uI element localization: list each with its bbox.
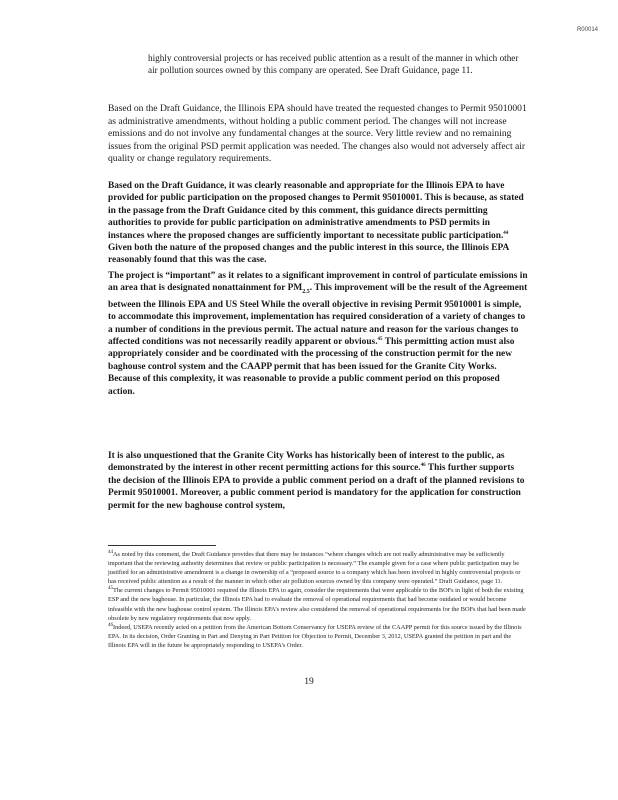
footnote-ref-45[interactable]: 45 [377,336,383,342]
footnote-number: 46 [108,622,113,628]
footnote-number: 44 [108,549,113,555]
quote-text: highly controversial projects or has received public attention as a result of the manner in which other air pollution sources owned by this company are operated. See Draft Guidance, page 11. [148,53,519,75]
block-quote [148,52,528,76]
paragraph-3-text2: . This improvement will be the result of the Agreement between the Illinois EPA and US Steel While the overall objective in revising Permit 95010001 is simple, to accommodate this improvement, implementation has required consideration of a variety of changes to a number of conditions in the previous permit. The actual nature and reason for the various changes to affected conditions was not necessarily readily apparent or obvious. [108,283,528,347]
page-number: 19 [304,677,314,687]
pm-subscript: 2.5 [302,289,310,296]
paragraph-3-text: The project is “important” as it relates to a significant improvement in control of particulate emissions in an area that is designated nonattainment for PM [108,271,528,294]
footnote-text: Indeed, USEPA recently acted on a petition from the American Bottom Conservancy for USEPA review of the CAAPP permit for this source issued by the Illinois EPA. In its decision, Order Granting in Part and Denying in Part Petition for Objection to Permit, December 3, 2012, USEPA granted the petition in part and the Illinois EPA will in the future be appropriately responding to USEPA's Order. [108,623,522,649]
footnote-ref-46[interactable]: 46 [420,463,426,469]
footnotes [108,550,528,650]
paragraph-1 [108,103,528,166]
paragraph-2-text: Based on the Draft Guidance, it was clearly reasonable and appropriate for the Illinois EPA to have provided for public participation on the proposed changes to Permit 95010001. This is because, as stated in the passage from the Draft Guidance cited by this comment, this guidance directs permitting authorities to provide for public participation on administrative amendments to PSD permits in instances where the proposed changes are sufficiently important to necessitate public participation. [108,181,524,241]
paragraph-3 [108,270,528,398]
paragraph-1-text: Based on the Draft Guidance, the Illinois EPA should have treated the requested changes to Permit 95010001 as administrative amendments, without holding a public comment period. The changes will not increase emissions and do not involve any fundamental changes at the source. Very little review and no remaining issues from the original PSD permit application was needed. The changes also would not adversely affect air quality or change regulatory requirements. [108,103,527,165]
footnote-46 [108,623,528,650]
paragraph-4-text: It is also unquestioned that the Granite City Works has historically been of interest to the public, as demonstrated by the interest in other recent permitting actions for this source. [108,451,505,474]
paragraph-2 [108,180,528,267]
footnote-45 [108,586,528,622]
paragraph-3-tail: This permitting action must also appropriately consider and be coordinated with the processing of the construction permit for the new baghouse control system and the CAAPP permit that has been issued for the Granite City Works. Because of this complexity, it was reasonable to provide a public comment period on this proposed action. [108,336,515,397]
paragraph-4-tail: This further supports the decision of the Illinois EPA to provide a public comment period on a draft of the planned revisions to Permit 95010001. Moreover, a public comment period is mandatory for the application for construction permit for the new baghouse control system, [108,463,525,511]
footnote-text: As noted by this comment, the Draft Guidance provides that there may be instances “where changes which are not really administrative may be sufficiently important that the reviewing authority determines that review or public participation is necessary.” The example given for a case where public participation may be justified for an administrative amendment is a change in ownership of a “proposed source to a company which has been involved in highly controversial projects or has received public attention as a result of the manner in which other air pollution sources owned by this company were operated.” Draft Guidance, page 11. [108,551,521,586]
paragraph-2-tail: Given both the nature of the proposed changes and the public interest in this source, the Illinois EPA reasonably found that this was the case. [108,243,509,266]
footnote-number: 45 [108,586,113,592]
footnote-text: The current changes to Permit 95010001 required the Illinois EPA to again, consider the requirements that were applicable to the BOFs in light of both the existing ESP and the new baghouse. In particular, the Illinois EPA had to evaluate the removal of operational requirements that had become outdated or would become infeasible with the new baghouse control system. The Illinois EPA's review also considered the removal of operational requirements for the BOFs that had been made obsolete by new regulatory requirements that now apply. [108,587,526,622]
paragraph-4 [108,450,528,512]
bates-stamp: R00014 [576,27,598,33]
footnote-ref-44[interactable]: 44 [503,230,509,236]
footnote-44 [108,550,528,586]
footnote-divider [108,545,216,546]
